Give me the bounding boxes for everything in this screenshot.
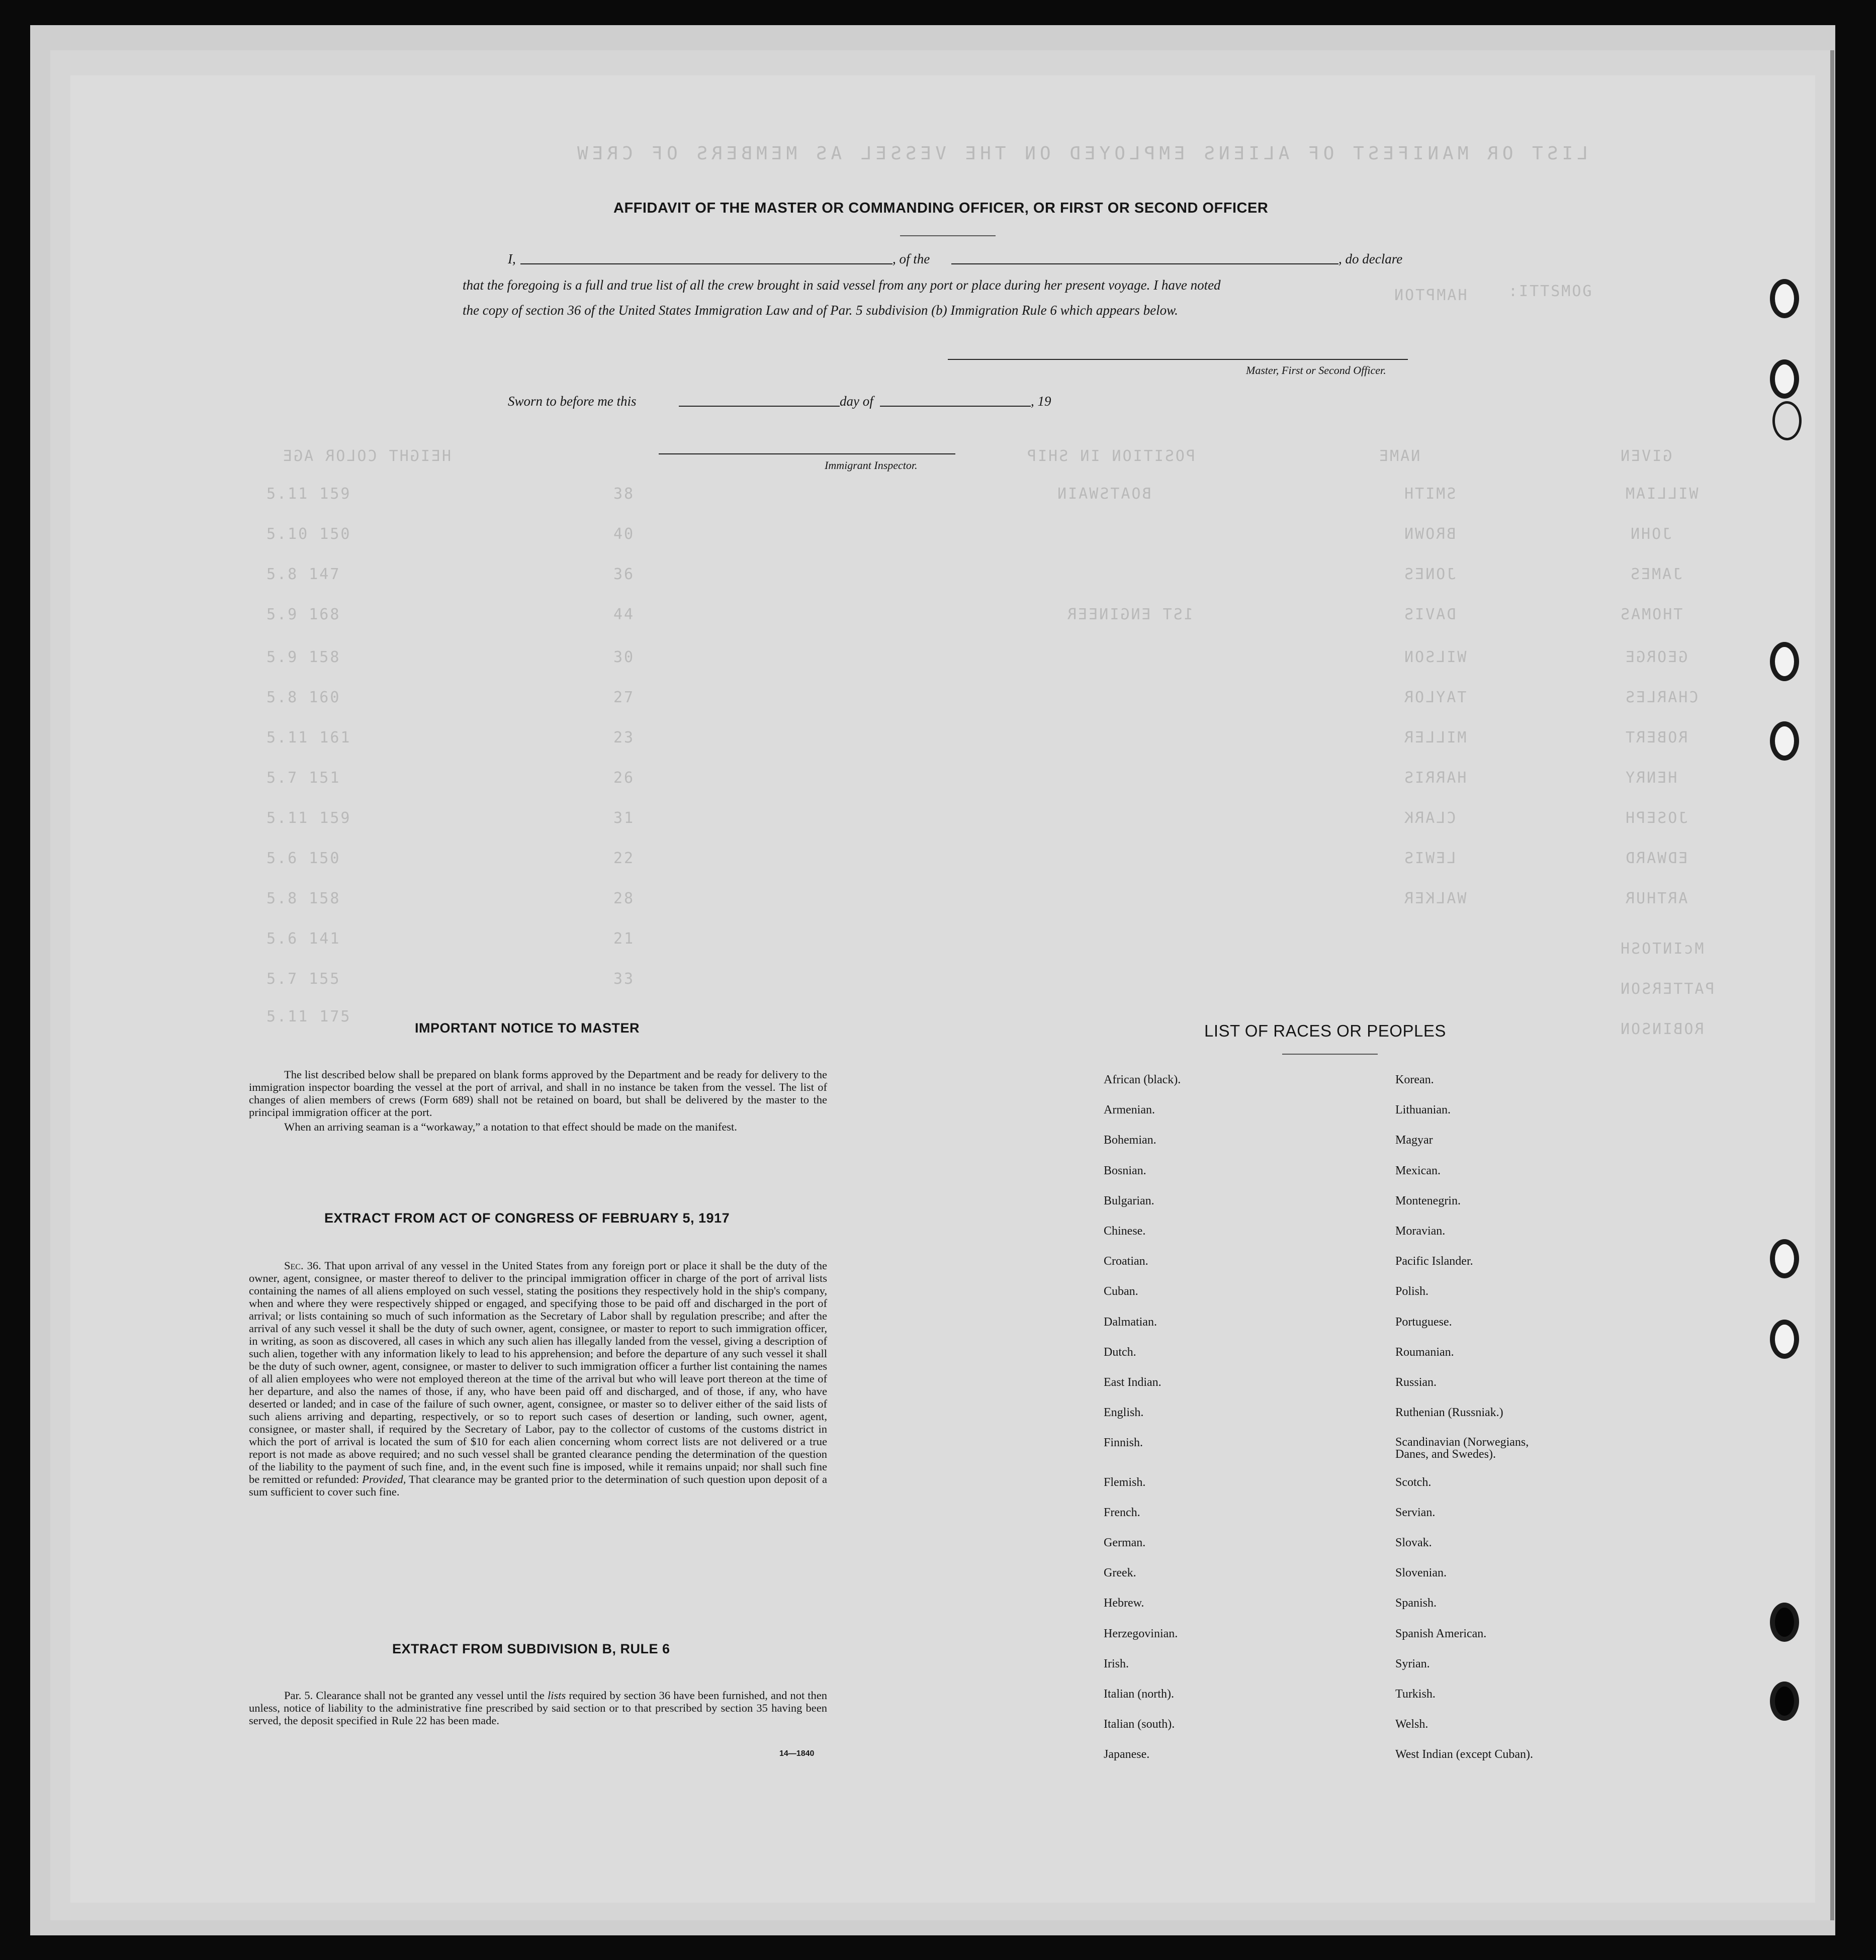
race-item: African (black).	[1104, 1073, 1181, 1086]
race-item: Cuban.	[1104, 1285, 1138, 1298]
bleed-through-text: HAMPTON	[1393, 287, 1467, 304]
bleed-through-text: PATTERSON	[1619, 980, 1715, 998]
bleed-through-text: McINTOSH	[1619, 940, 1704, 958]
race-item: Roumanian.	[1395, 1346, 1454, 1359]
rule-title: EXTRACT FROM SUBDIVISION B, RULE 6	[392, 1641, 670, 1656]
bleed-through-text: 31	[613, 809, 635, 827]
bleed-through-text: 5.7 151	[266, 769, 341, 787]
bleed-through-text: 40	[613, 525, 635, 543]
race-item: Bosnian.	[1104, 1164, 1146, 1177]
notice-title: IMPORTANT NOTICE TO MASTER	[415, 1020, 640, 1036]
bleed-through-text: 5.11 161	[266, 729, 351, 746]
bleed-through-text: 5.6 150	[266, 850, 341, 867]
bleed-through-text: EDWARD	[1624, 850, 1688, 867]
race-item: Lithuanian.	[1395, 1103, 1451, 1116]
notice-paragraph: The list described below shall be prepared on blank forms approved by the Department and be ready for delivery to the immigration inspector boarding the vessel at the port of arrival, and shall in no instance be taken from the vessel. The list of changes of alien members of crews (Form 689) shall not be retained on board, but shall be delivered by the master to the principal immigration officer at the port.	[249, 1068, 827, 1118]
notice-body	[249, 1068, 827, 1133]
binder-hole	[1772, 401, 1802, 440]
inspector-signature-label: Immigrant Inspector.	[825, 459, 918, 472]
bleed-through-text: 22	[613, 850, 635, 867]
race-item: West Indian (except Cuban).	[1395, 1748, 1533, 1761]
bleed-through-text: 5.9 168	[266, 606, 341, 623]
race-item: Slovak.	[1395, 1536, 1432, 1549]
binder-hole	[1770, 1603, 1799, 1642]
declarant-label: I,	[508, 251, 516, 266]
bleed-through-text: WILSON	[1403, 648, 1467, 666]
declarant-name-line[interactable]	[520, 263, 892, 264]
bleed-through-text: 5.7 155	[266, 970, 341, 988]
bleed-through-text: 5.8 158	[266, 890, 341, 907]
bleed-through-header: LIST OR MANIFEST OF ALIENS EMPLOYED ON THE VESSEL AS MEMBERS OF CREW	[573, 143, 1588, 164]
sworn-day-label: day of	[840, 394, 873, 409]
provided-label: Provided,	[362, 1473, 406, 1485]
vessel-label: , of the	[892, 251, 930, 266]
binder-hole	[1770, 642, 1799, 681]
bleed-through-text: 38	[613, 485, 635, 503]
race-item: Scotch.	[1395, 1476, 1432, 1489]
affidavit-line-3: the copy of section 36 of the United States Immigration Law and of Par. 5 subdivision (b) Immigration Rule 6 which appears below.	[463, 303, 1178, 318]
bleed-through-text: 5.8 160	[266, 689, 341, 706]
notice-paragraph: When an arriving seaman is a “workaway,” a notation to that effect should be made on the manifest.	[284, 1121, 737, 1133]
race-item: Bulgarian.	[1104, 1194, 1154, 1207]
bleed-through-text: 30	[613, 648, 635, 666]
bleed-through-text: ARTHUR	[1624, 890, 1688, 907]
bleed-through-text: JOSEPH	[1624, 809, 1688, 827]
race-item: Greek.	[1104, 1566, 1136, 1579]
race-item: Pacific Islander.	[1395, 1255, 1473, 1268]
bleed-through-text: :ITTSMOG	[1508, 283, 1593, 300]
race-item: Flemish.	[1104, 1476, 1146, 1489]
race-item: Montenegrin.	[1395, 1194, 1461, 1207]
race-item: Italian (south).	[1104, 1718, 1175, 1731]
binder-hole	[1770, 1239, 1799, 1278]
bleed-through-text: DAVIS	[1403, 606, 1456, 623]
race-item: Japanese.	[1104, 1748, 1150, 1761]
act-body	[249, 1259, 827, 1498]
bleed-through-text: SMITH	[1403, 485, 1456, 503]
bleed-through-text: THOMAS	[1619, 606, 1683, 623]
bleed-through-text: POSITION IN SHIP	[1026, 447, 1195, 465]
binder-hole	[1770, 1320, 1799, 1359]
lists-emphasis: lists	[547, 1689, 566, 1702]
bleed-through-text: ROBINSON	[1619, 1020, 1704, 1038]
race-item: Croatian.	[1104, 1255, 1148, 1268]
race-item: East Indian.	[1104, 1376, 1162, 1389]
race-item: Moravian.	[1395, 1225, 1446, 1238]
bleed-through-text: BROWN	[1403, 525, 1456, 543]
bleed-through-text: 33	[613, 970, 635, 988]
bleed-through-text: 44	[613, 606, 635, 623]
bleed-through-text: ROBERT	[1624, 729, 1688, 746]
bleed-through-text: LEWIS	[1403, 850, 1456, 867]
rule-paragraph	[249, 1689, 827, 1727]
sworn-month-line[interactable]	[880, 406, 1031, 407]
bleed-through-text: 5.11 159	[266, 809, 351, 827]
act-paragraph	[249, 1259, 827, 1498]
rule-text: required by section 36 have been furnished, and not then unless, notice of liability to the administrative fine prescribed by said section or to that prescribed by section 35 having been served, the deposit specified in Rule 22 has been made.	[249, 1689, 828, 1727]
bleed-through-text: 23	[613, 729, 635, 746]
declare-label: , do declare	[1338, 251, 1403, 266]
bleed-through-text: JOHN	[1629, 525, 1672, 543]
race-item: Herzegovinian.	[1104, 1627, 1178, 1640]
race-item: Spanish.	[1395, 1597, 1437, 1610]
bleed-through-text: 36	[613, 566, 635, 583]
bleed-through-text: 5.6 141	[266, 930, 341, 948]
race-item: Chinese.	[1104, 1225, 1146, 1238]
title-divider	[900, 235, 996, 236]
race-item: Finnish.	[1104, 1436, 1143, 1449]
bleed-through-text: HEIGHT COLOR AGE	[282, 447, 451, 465]
race-item: French.	[1104, 1506, 1140, 1519]
race-item: Scandinavian (Norwegians, Danes, and Swedes).	[1395, 1436, 1529, 1461]
bleed-through-text: TAYLOR	[1403, 689, 1467, 706]
race-item: Armenian.	[1104, 1103, 1155, 1116]
bleed-through-text: GEORGE	[1624, 648, 1688, 666]
bleed-through-text: 28	[613, 890, 635, 907]
affidavit-title: AFFIDAVIT OF THE MASTER OR COMMANDING OFFICER, OR FIRST OR SECOND OFFICER	[613, 200, 1269, 216]
bleed-through-text: GIVEN	[1619, 447, 1672, 465]
section-label: Sec.	[284, 1259, 304, 1272]
rule-body	[249, 1689, 827, 1727]
master-signature-label: Master, First or Second Officer.	[1246, 364, 1386, 377]
bleed-through-text: HARRIS	[1403, 769, 1467, 787]
bleed-through-text: NAME	[1378, 447, 1420, 465]
race-item: Bohemian.	[1104, 1134, 1156, 1147]
race-item: Servian.	[1395, 1506, 1436, 1519]
bleed-through-text: JAMES	[1629, 566, 1682, 583]
race-item: Russian.	[1395, 1376, 1437, 1389]
bleed-through-text: 26	[613, 769, 635, 787]
binder-hole	[1770, 721, 1799, 761]
races-divider	[1282, 1054, 1378, 1055]
bleed-through-text: 21	[613, 930, 635, 948]
race-item: Italian (north).	[1104, 1688, 1174, 1701]
section-text-end: That clearance may be granted prior to the determination of such question upon deposit of a sum sufficient to cover such fine.	[249, 1473, 828, 1498]
section-text: 36. That upon arrival of any vessel in the United States from any foreign port or place it shall be the duty of the owner, agent, consignee, or master thereof to deliver to the principal immigration officer in charge of the port of arrival lists containing the names of all aliens employed on such vessel, stating the positions they respectively hold in the ship's company, when and where they were respectively shipped or engaged, and specifying those to be paid off and discharged in the port of arrival; or lists containing so much of such information as the Secretary of Labor shall by regulation prescribe; and after the arrival of any such vessel it shall be the duty of such owner, agent, consignee, or master to report to such immigration officer, in writing, as soon as discovered, all cases in which any such alien has illegally landed from the vessel, giving a description of such alien, together with any information likely to lead to his apprehension; and before the departure of any such vessel it shall be the duty of such owner, agent, consignee, or master to deliver to such immigration officer a further list containing the names of all alien employees who were not employed thereon at the time of the arrival but who will leave port thereon at the time of her departure, and also the names of those, if any, who have been paid off and discharged, and of those, if any, who have deserted or landed; and in case of the failure of such owner, agent, consignee, or master so to deliver either of the said lists of such aliens arriving and departing, respectively, or so to report such cases of desertion or landing, such owner, agent, consignee, or master shall, if required by the Secretary of Labor, pay to the collector of customs of the customs district in which the port of arrival is located the sum of $10 for each alien concerning whom correct lists are not delivered or a true report is not made as above required; and no such vessel shall be granted clearance pending the determination of the question of the liability to the payment of such fine, and, in the event such fine is imposed, while it remains unpaid; nor shall such fine be remitted or refunded:	[249, 1259, 828, 1485]
bleed-through-text: JONES	[1403, 566, 1456, 583]
race-item: Mexican.	[1395, 1164, 1441, 1177]
race-item: Dutch.	[1104, 1346, 1136, 1359]
bleed-through-text: 5.9 158	[266, 648, 341, 666]
binder-hole	[1770, 1682, 1799, 1721]
bleed-through-text: MILLER	[1403, 729, 1467, 746]
races-title: LIST OF RACES OR PEOPLES	[1204, 1021, 1446, 1040]
bleed-through-text: 5.8 147	[266, 566, 341, 583]
race-item: Magyar	[1395, 1134, 1433, 1147]
bleed-through-text: WALKER	[1403, 890, 1467, 907]
affidavit-line-2: that the foregoing is a full and true list of all the crew brought in said vessel from any port or place during her present voyage. I have noted	[463, 277, 1221, 293]
sworn-year-label: , 19	[1031, 394, 1051, 409]
bleed-through-text: WILLIAM	[1624, 485, 1699, 503]
bleed-through-text: 27	[613, 689, 635, 706]
inspector-signature-line[interactable]	[659, 453, 955, 454]
race-item: Dalmatian.	[1104, 1316, 1157, 1329]
master-signature-line[interactable]	[948, 359, 1408, 360]
sworn-day-line[interactable]	[679, 406, 840, 407]
bleed-through-text: 5.11 159	[266, 485, 351, 503]
bleed-through-text: CLARK	[1403, 809, 1456, 827]
bleed-through-text: CHARLES	[1624, 689, 1699, 706]
race-item: German.	[1104, 1536, 1146, 1549]
bleed-through-text: 5.10 150	[266, 525, 351, 543]
race-item: Hebrew.	[1104, 1597, 1144, 1610]
race-item: Polish.	[1395, 1285, 1429, 1298]
race-item: Korean.	[1395, 1073, 1434, 1086]
binder-hole	[1770, 359, 1799, 399]
bleed-through-text: 1ST ENGINEER	[1066, 606, 1193, 623]
race-item: Portuguese.	[1395, 1316, 1452, 1329]
rule-text: Par. 5. Clearance shall not be granted any vessel until the	[284, 1689, 545, 1702]
form-number: 14—1840	[779, 1749, 815, 1758]
race-item: Irish.	[1104, 1657, 1129, 1670]
race-item: Welsh.	[1395, 1718, 1428, 1731]
bleed-through-text: 5.11 175	[266, 1008, 351, 1025]
race-item: Spanish American.	[1395, 1627, 1487, 1640]
sworn-label: Sworn to before me this	[508, 394, 637, 409]
binder-hole	[1770, 279, 1799, 318]
vessel-name-line[interactable]	[951, 263, 1338, 264]
race-item: Slovenian.	[1395, 1566, 1447, 1579]
manifest-sheet	[70, 75, 1815, 1903]
act-title: EXTRACT FROM ACT OF CONGRESS OF FEBRUARY 5, 1917	[324, 1210, 730, 1226]
race-item: Turkish.	[1395, 1688, 1436, 1701]
race-item: English.	[1104, 1406, 1144, 1419]
race-item: Syrian.	[1395, 1657, 1430, 1670]
race-item: Ruthenian (Russniak.)	[1395, 1406, 1503, 1419]
bleed-through-text: BOATSWAIN	[1056, 485, 1151, 503]
bleed-through-text: HENRY	[1624, 769, 1677, 787]
